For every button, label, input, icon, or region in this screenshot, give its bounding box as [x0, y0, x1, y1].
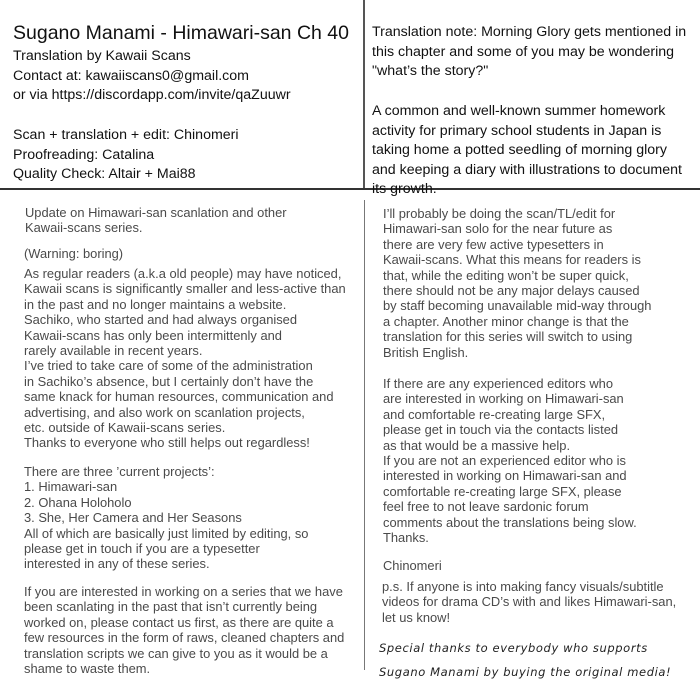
paragraph-editors — [383, 376, 637, 545]
role-line: Proofreading: Catalina — [13, 146, 155, 163]
text-line: feel free to not leave sardonic forum — [383, 499, 589, 515]
text-line: Kawaii-scans. What this means for readers is — [383, 252, 641, 268]
text-line: (Warning: boring) — [24, 246, 124, 261]
paragraph-situation — [24, 266, 346, 451]
text-line: that, while the editing won’t be super quick, — [383, 267, 629, 283]
text-line: as that would be a massive help. — [383, 437, 571, 453]
text-line: Chinomeri — [383, 558, 442, 573]
text-line: 3. She, Her Camera and Her Seasons — [24, 510, 242, 526]
text-line: All of which are basically just limited by editing, so — [24, 525, 309, 541]
credits-contact — [13, 47, 291, 106]
text-line: Thanks to everyone who still helps out regardless! — [24, 435, 310, 451]
special-thanks — [379, 640, 671, 680]
text-line: advertising, and also work on scanlation projects, — [24, 404, 305, 420]
text-line: are interested in working on Himawari-san — [383, 391, 624, 407]
tl-note-intro — [372, 23, 686, 82]
text-line: this chapter and some of you may be wondering — [372, 43, 675, 60]
text-line: 1. Himawari-san — [24, 479, 118, 495]
text-line: Kawaii-scans has only been intermittenly and — [24, 327, 282, 343]
text-line: British English. — [383, 344, 469, 360]
translation-by: Translation by Kawaii Scans — [13, 48, 191, 64]
text-line: there are very few active typesetters in — [383, 236, 604, 252]
paragraph-projects — [24, 464, 308, 572]
contact-email: Contact at: kawaiiscans0@gmail.com — [13, 67, 249, 84]
text-line: comfortable re-creating large SFX, please — [383, 483, 622, 499]
text-line: I’ve tried to take care of some of the administration — [24, 358, 313, 374]
text-line: same knack for human resources, communication and — [24, 389, 334, 405]
text-line: Sachiko, who started and had always organised — [24, 312, 298, 328]
text-line: and keeping a diary with illustrations to document — [372, 161, 682, 178]
text-line: activity for primary school students in Japan is — [372, 122, 662, 139]
text-line: been scanlating in the past that isn’t currently being — [24, 599, 318, 615]
text-line: "what’s the story?" — [372, 63, 489, 80]
text-line: As regular readers (a.k.a old people) may have noticed, — [24, 266, 342, 281]
text-line: videos for drama CD’s with and likes Himawari-san, — [382, 594, 677, 610]
text-line: and comfortable re-creating large SFX, — [383, 406, 606, 422]
text-line: If you are interested in working on a series that we have — [24, 584, 343, 599]
text-line: taking home a potted seedling of morning glory — [372, 142, 667, 159]
text-line: I’ll probably be doing the scan/TL/edit for — [383, 206, 616, 221]
text-line: Translation note: Morning Glory gets mentioned in — [372, 24, 687, 40]
chapter-title: Sugano Manami - Himawari-san Ch 40 — [13, 22, 349, 44]
postscript — [382, 579, 676, 625]
text-line: There are three ’current projects’: — [24, 464, 215, 479]
text-line: Sugano Manami by buying the original media! — [379, 665, 672, 679]
text-line: few resources in the form of raws, cleaned chapters and — [24, 630, 345, 646]
text-line: Update on Himawari-san scanlation and other — [25, 205, 287, 220]
text-line: worked on, please contact us first, as there are quite a — [24, 614, 334, 630]
text-line: translation for this series will switch to using — [383, 329, 633, 345]
text-line: 2. Ohana Holoholo — [24, 494, 132, 510]
update-heading — [25, 205, 287, 236]
text-line: its growth. — [372, 181, 437, 198]
text-line: interested in any of these series. — [24, 556, 210, 572]
text-line: If you are not an experienced editor who is — [383, 453, 626, 469]
paragraph-contact-first — [24, 584, 344, 676]
credits-roles — [13, 126, 239, 185]
role-line: Quality Check: Altair + Mai88 — [13, 166, 196, 183]
text-line: there should not be any major delays caused — [383, 283, 640, 299]
text-line: rarely available in recent years. — [24, 343, 203, 359]
discord-link: or via https://discordapp.com/invite/qaZuuwr — [13, 87, 291, 104]
text-line: comments about the translations being slow. — [383, 514, 637, 530]
text-line: in the past and no longer maintains a website. — [24, 296, 287, 312]
text-line: please get in touch via the contacts listed — [383, 422, 619, 438]
text-line: a chapter. Another minor change is that the — [383, 313, 629, 329]
warning-text — [24, 246, 123, 261]
text-line: Kawaii-scans series. — [25, 220, 143, 236]
text-line: Kawaii scans is significantly smaller and less-active than — [24, 281, 346, 297]
text-line: Thanks. — [383, 530, 429, 546]
text-line: interested in working on Himawari-san and — [383, 468, 627, 484]
signature — [383, 558, 442, 573]
text-line: p.s. If anyone is into making fancy visuals/subtitle — [382, 579, 664, 594]
text-line: Special thanks to everybody who supports — [379, 641, 648, 655]
text-line: shame to waste them. — [24, 661, 151, 677]
top-divider-vertical — [363, 0, 365, 189]
paragraph-plans — [383, 206, 651, 360]
text-line: A common and well-known summer homework — [372, 103, 666, 119]
text-line: If there are any experienced editors who — [383, 376, 614, 391]
role-line: Scan + translation + edit: Chinomeri — [13, 127, 239, 143]
text-line: let us know! — [382, 609, 451, 625]
tl-note-body — [372, 102, 682, 200]
bottom-divider-vertical — [364, 200, 365, 670]
text-line: Himawari-san solo for the near future as — [383, 221, 613, 237]
text-line: in Sachiko’s absence, but I certainly don’t have the — [24, 373, 314, 389]
text-line: translation scripts we can give to you as it would be a — [24, 645, 328, 661]
text-line: by staff becoming unavailable mid-way through — [383, 298, 652, 314]
text-line: etc. outside of Kawaii-scans series. — [24, 420, 226, 436]
text-line: please get in touch if you are a typesetter — [24, 541, 260, 557]
